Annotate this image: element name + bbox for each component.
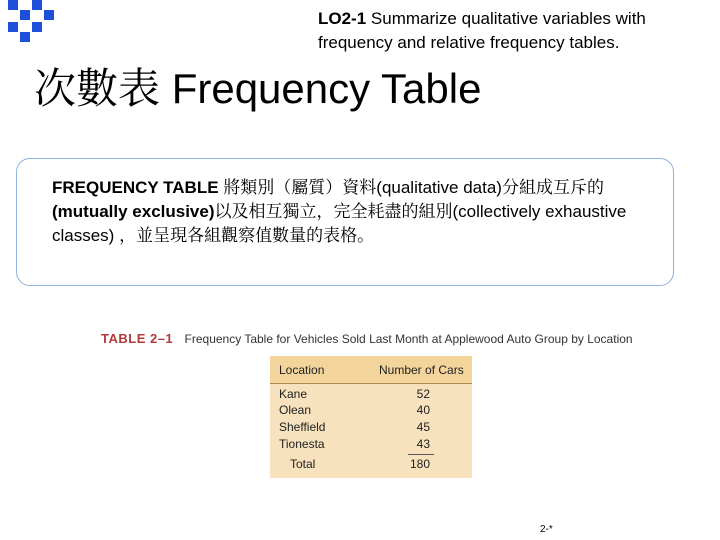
slide-title-chinese: 次數表 — [34, 64, 161, 113]
table-caption-text: Frequency Table for Vehicles Sold Last Month at Applewood Auto Group by Location — [184, 332, 633, 346]
slide-title — [34, 62, 694, 116]
total-divider — [408, 454, 434, 455]
table-total-value: 180 — [409, 457, 430, 471]
table-row-location: Sheffield — [279, 420, 326, 434]
table-total-label: Total — [290, 457, 316, 471]
table-header-row — [270, 356, 472, 384]
table-row-count: 52 — [416, 387, 430, 401]
table-header-location: Location — [279, 363, 325, 377]
definition-part2: 以及相互獨立，完全耗盡的組別(collectively exhaustive classes) ，並呈現各組觀察值數量的表格。 — [52, 202, 627, 245]
objective-text: Summarize qualitative variables with frequency and relative frequency tables. — [318, 9, 646, 52]
table-row-count: 43 — [416, 437, 430, 451]
table-row-count: 40 — [416, 403, 430, 417]
learning-objective — [318, 7, 718, 55]
table-caption — [101, 331, 661, 346]
table-caption-label: TABLE 2–1 — [101, 331, 174, 346]
definition-mutually-exclusive: (mutually exclusive) — [52, 202, 215, 221]
table-row-location: Olean — [279, 403, 312, 417]
table-row-location: Kane — [279, 387, 308, 401]
objective-code: LO2-1 — [318, 9, 367, 28]
definition-term: FREQUENCY TABLE — [52, 178, 219, 197]
slide-number: 2-* — [540, 524, 553, 535]
slide-title-english: Frequency Table — [171, 65, 482, 112]
definition-part1: 將類別（屬質）資料(qualitative data)分組成互斥的 — [223, 178, 604, 197]
table-row-location: Tionesta — [279, 437, 325, 451]
table-row-count: 45 — [416, 420, 430, 434]
frequency-table — [270, 356, 472, 478]
definition-text — [52, 176, 677, 248]
logo-checker-icon — [8, 0, 56, 44]
table-header-count: Number of Cars — [379, 363, 464, 377]
